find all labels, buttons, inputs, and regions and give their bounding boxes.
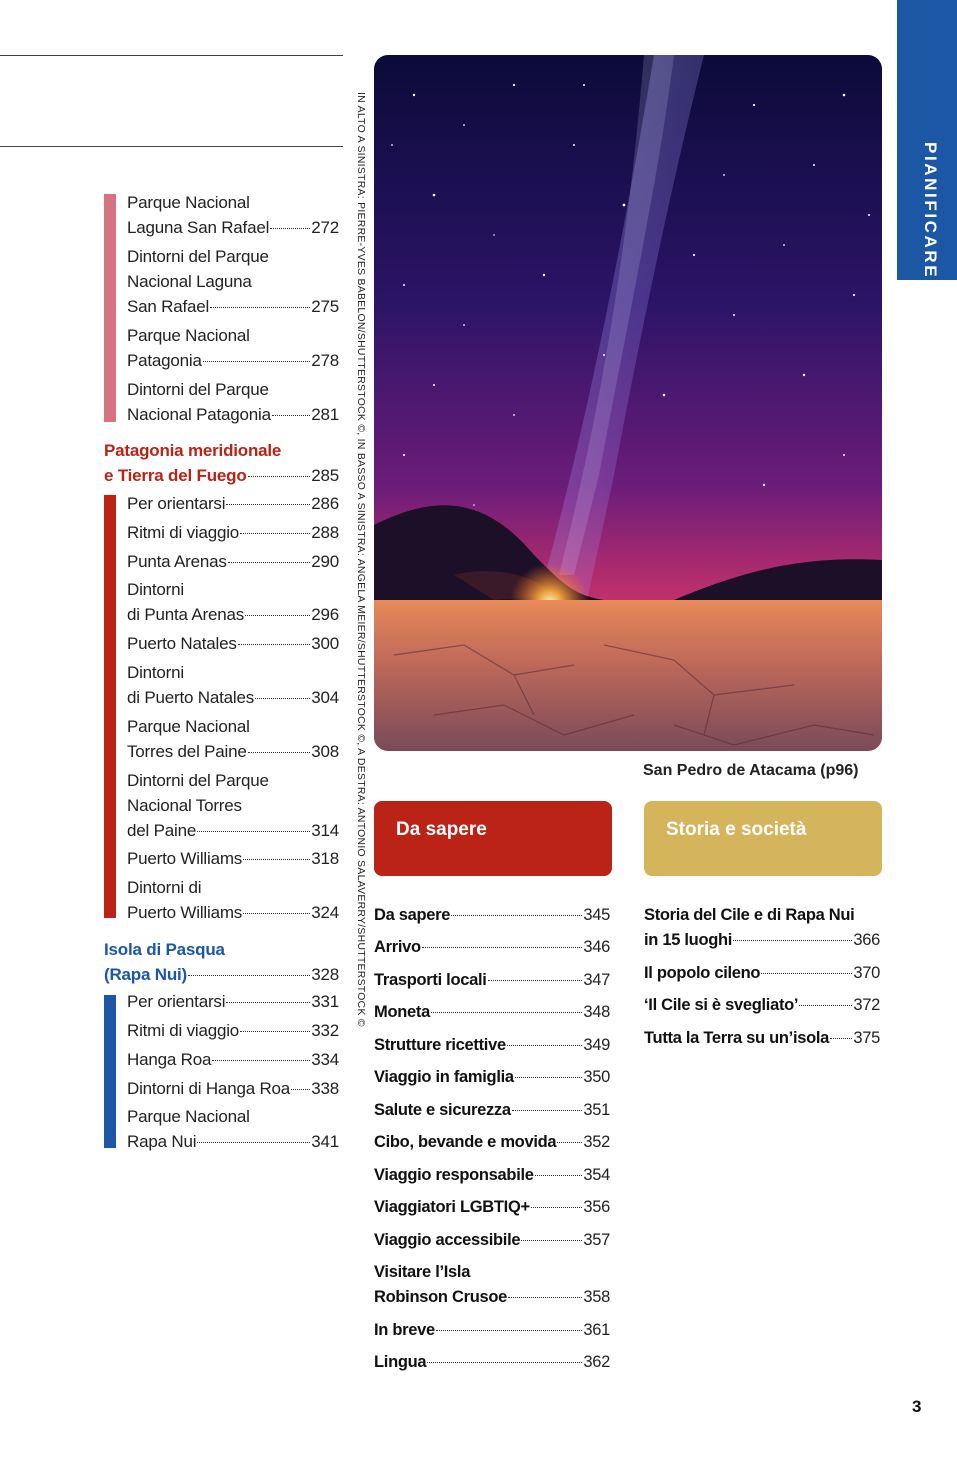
leader-dots <box>488 980 583 981</box>
leader-dots <box>733 940 852 941</box>
leader-dots <box>188 975 310 976</box>
leader-dots <box>245 615 310 616</box>
leader-dots <box>761 973 852 974</box>
leader-dots <box>243 913 310 914</box>
entry-text: Puerto Natales <box>127 634 237 653</box>
leader-dots <box>431 1012 582 1013</box>
leader-dots <box>240 1031 310 1032</box>
da-sapere-heading-box[interactable] <box>374 801 612 876</box>
entry-text: di Punta Arenas <box>127 605 245 624</box>
leader-dots <box>436 1330 582 1331</box>
page-number: 370 <box>853 964 880 982</box>
page-number: 334 <box>311 1050 339 1069</box>
leader-dots <box>240 533 310 534</box>
page-number: 281 <box>311 405 339 424</box>
leader-dots <box>210 307 310 308</box>
page-number: 275 <box>311 297 339 316</box>
leader-dots <box>203 361 310 362</box>
page-number: 358 <box>583 1288 610 1306</box>
page-number: 347 <box>583 971 610 989</box>
section-side-tab[interactable] <box>897 0 957 280</box>
page-number: 300 <box>311 634 339 653</box>
entry-text: Per orientarsi <box>127 992 226 1011</box>
toc-entry[interactable] <box>374 1065 610 1090</box>
page-number: 304 <box>311 688 339 707</box>
page-number: 350 <box>583 1068 610 1086</box>
toc-entry[interactable] <box>644 961 880 986</box>
entry-text: del Paine <box>127 821 197 840</box>
entry-text: Dintorni di <box>127 878 202 897</box>
toc-entry[interactable] <box>127 875 339 925</box>
toc-entry[interactable] <box>374 1195 610 1220</box>
da-sapere-list <box>374 903 610 1373</box>
toc-entry[interactable] <box>644 993 880 1018</box>
entry-text: San Rafael <box>127 297 210 316</box>
toc-entry[interactable] <box>127 714 339 764</box>
toc-entry[interactable] <box>127 1047 339 1072</box>
toc-entry[interactable] <box>374 1228 610 1253</box>
leader-dots <box>272 415 310 416</box>
aisen-section-bar <box>104 194 116 422</box>
leader-dots <box>521 1240 582 1241</box>
entry-text: In breve <box>374 1321 435 1339</box>
page-number: 354 <box>583 1166 610 1184</box>
entry-text: Punta Arenas <box>127 552 227 571</box>
toc-entry[interactable] <box>127 520 339 545</box>
page-number: 286 <box>311 494 339 513</box>
page-number: 296 <box>311 605 339 624</box>
entry-text: Patagonia <box>127 351 202 370</box>
page-number: 356 <box>583 1198 610 1216</box>
box-heading: Storia e società <box>666 819 807 840</box>
toc-entry[interactable] <box>374 1000 610 1025</box>
page-number: 332 <box>311 1021 339 1040</box>
leader-dots <box>226 1002 310 1003</box>
page-number: 349 <box>583 1036 610 1054</box>
page-number: 308 <box>311 742 339 761</box>
toc-entry[interactable] <box>127 491 339 516</box>
page-number: 375 <box>853 1029 880 1047</box>
toc-entry[interactable] <box>374 1130 610 1155</box>
page-number: 338 <box>311 1079 339 1098</box>
entry-text: Parque Nacional <box>127 717 250 736</box>
leader-dots <box>799 1005 852 1006</box>
entry-text: Parque Nacional <box>127 1107 250 1126</box>
page-number: 362 <box>583 1353 610 1371</box>
page-number: 351 <box>583 1101 610 1119</box>
entry-text: Ritmi di viaggio <box>127 1021 240 1040</box>
leader-dots <box>255 698 310 699</box>
toc-entry[interactable] <box>127 244 339 319</box>
milky-way-image <box>374 55 882 751</box>
page-number: 345 <box>583 906 610 924</box>
page-number: 348 <box>583 1003 610 1021</box>
entry-text: Salute e sicurezza <box>374 1101 511 1119</box>
pasqua-section-bar <box>104 995 116 1148</box>
toc-entry[interactable] <box>127 989 339 1014</box>
entry-text: Tutta la Terra su un’isola <box>644 1029 830 1047</box>
section-heading-patagonia[interactable] <box>104 438 339 488</box>
page-number: 361 <box>583 1321 610 1339</box>
entry-text: Puerto Williams <box>127 903 243 922</box>
entry-text: Viaggiatori LGBTIQ+ <box>374 1198 530 1216</box>
toc-entry[interactable] <box>127 660 339 710</box>
entry-text: Storia del Cile e di Rapa Nui <box>644 906 855 924</box>
leader-dots <box>248 752 311 753</box>
page-number: 314 <box>311 821 339 840</box>
entry-text: Trasporti locali <box>374 971 487 989</box>
patagonia-section-bar <box>104 495 116 918</box>
entry-text: Laguna San Rafael <box>127 218 270 237</box>
leader-dots <box>830 1038 852 1039</box>
toc-entry[interactable] <box>374 1350 610 1375</box>
toc-entry[interactable] <box>127 846 339 871</box>
toc-entry[interactable] <box>374 935 610 960</box>
toc-entry[interactable] <box>127 549 339 574</box>
entry-text: Puerto Williams <box>127 849 243 868</box>
entry-text: Strutture ricettive <box>374 1036 506 1054</box>
toc-entry[interactable] <box>644 903 880 953</box>
leader-dots <box>248 476 311 477</box>
entry-text: Robinson Crusoe <box>374 1288 508 1306</box>
toc-entry[interactable] <box>127 190 339 240</box>
leader-dots <box>507 1045 583 1046</box>
section-title: (Rapa Nui) <box>104 965 188 984</box>
toc-entry[interactable] <box>127 577 339 627</box>
box-heading: Da sapere <box>396 819 487 840</box>
leader-dots <box>451 915 582 916</box>
storia-heading-box[interactable] <box>644 801 882 876</box>
leader-dots <box>512 1110 583 1111</box>
entry-text: Hanga Roa <box>127 1050 212 1069</box>
photo-credit <box>350 92 366 1027</box>
night-sky-photo <box>374 55 882 751</box>
page-number: 285 <box>311 466 339 485</box>
page-number: 372 <box>853 996 880 1014</box>
section-title: Isola di Pasqua <box>104 940 225 959</box>
entry-text: in 15 luoghi <box>644 931 733 949</box>
toc-entry[interactable] <box>374 1033 610 1058</box>
page-number: 272 <box>311 218 339 237</box>
page-number: 278 <box>311 351 339 370</box>
leader-dots <box>197 1142 310 1143</box>
leader-dots <box>291 1089 310 1090</box>
page-number-footer: 3 <box>912 1397 922 1416</box>
page-number: 366 <box>853 931 880 949</box>
toc-entry[interactable] <box>127 377 339 427</box>
toc-entry[interactable] <box>127 1076 339 1101</box>
page-number: 341 <box>311 1132 339 1151</box>
page-number: 290 <box>311 552 339 571</box>
entry-text: Dintorni <box>127 663 184 682</box>
toc-entry[interactable] <box>374 1260 610 1310</box>
top-rule <box>0 55 343 56</box>
leader-dots <box>270 228 310 229</box>
toc-entry[interactable] <box>374 968 610 993</box>
entry-text: Viaggio responsabile <box>374 1166 534 1184</box>
leader-dots <box>557 1142 582 1143</box>
page-number: 288 <box>311 523 339 542</box>
entry-text: Rapa Nui <box>127 1132 197 1151</box>
leader-dots <box>243 859 310 860</box>
leader-dots <box>238 644 311 645</box>
photo-caption: San Pedro de Atacama (p96) <box>643 762 859 779</box>
entry-text: Dintorni <box>127 580 184 599</box>
page-number: 346 <box>583 938 610 956</box>
entry-text: Ritmi di viaggio <box>127 523 240 542</box>
entry-text: Dintorni del Parque <box>127 771 269 790</box>
leader-dots <box>515 1077 583 1078</box>
leader-dots <box>197 831 310 832</box>
section-title: e Tierra del Fuego <box>104 466 247 485</box>
page-number: 318 <box>311 849 339 868</box>
entry-text: Viaggio accessibile <box>374 1231 521 1249</box>
page-number: 331 <box>311 992 339 1011</box>
toc-entry[interactable] <box>127 631 339 656</box>
photo-credit-text: IN ALTO A SINISTRA: PIERRE-YVES BABELON/SHUTTERSTOCK ©, IN BASSO A SINISTRA: ANGELA MEIER/SHUTTERSTOCK ©, A DESTRA: ANTONIO SALAVERRY/SHUTTERSTOCK © <box>355 92 366 1027</box>
toc-entry[interactable] <box>374 903 610 928</box>
entry-text: Dintorni di Hanga Roa <box>127 1079 291 1098</box>
entry-text: Arrivo <box>374 938 421 956</box>
entry-text: Lingua <box>374 1353 427 1371</box>
entry-text: Dintorni del Parque <box>127 247 269 266</box>
toc-entry[interactable] <box>127 768 339 843</box>
toc-entry[interactable] <box>127 323 339 373</box>
entry-text: Nacional Torres <box>127 796 242 815</box>
leader-dots <box>535 1175 583 1176</box>
storia-list <box>644 903 880 1053</box>
section-title: Patagonia meridionale <box>104 441 282 460</box>
toc-entry[interactable] <box>374 1163 610 1188</box>
leader-dots <box>212 1060 310 1061</box>
leader-dots <box>508 1297 582 1298</box>
page-number: 357 <box>583 1231 610 1249</box>
second-rule <box>0 146 343 147</box>
entry-text: Parque Nacional <box>127 326 250 345</box>
entry-text: Visitare l’Isla <box>374 1263 471 1281</box>
toc-entry[interactable] <box>644 1026 880 1051</box>
entry-text: Il popolo cileno <box>644 964 761 982</box>
entry-text: Moneta <box>374 1003 430 1021</box>
entry-text: Nacional Laguna <box>127 272 252 291</box>
entry-text: Da sapere <box>374 906 451 924</box>
toc-entry[interactable] <box>374 1318 610 1343</box>
page-number: 324 <box>311 903 339 922</box>
page-number: 328 <box>311 965 339 984</box>
entry-text: ‘Il Cile si è svegliato’ <box>644 996 799 1014</box>
page-number: 352 <box>583 1133 610 1151</box>
toc-entry[interactable] <box>127 1018 339 1043</box>
leader-dots <box>422 947 583 948</box>
toc-entry[interactable] <box>374 1098 610 1123</box>
toc-entry[interactable] <box>127 1104 339 1154</box>
entry-text: Parque Nacional <box>127 193 250 212</box>
entry-text: Dintorni del Parque <box>127 380 269 399</box>
entry-text: Cibo, bevande e movida <box>374 1133 557 1151</box>
side-tab-label: PIANIFICARE <box>921 142 940 280</box>
leader-dots <box>226 504 310 505</box>
entry-text: Nacional Patagonia <box>127 405 271 424</box>
entry-text: Per orientarsi <box>127 494 226 513</box>
leader-dots <box>427 1362 582 1363</box>
entry-text: Torres del Paine <box>127 742 247 761</box>
entry-text: di Puerto Natales <box>127 688 255 707</box>
entry-text: Viaggio in famiglia <box>374 1068 514 1086</box>
section-heading-pasqua[interactable] <box>104 937 339 987</box>
leader-dots <box>531 1207 583 1208</box>
leader-dots <box>228 562 311 563</box>
